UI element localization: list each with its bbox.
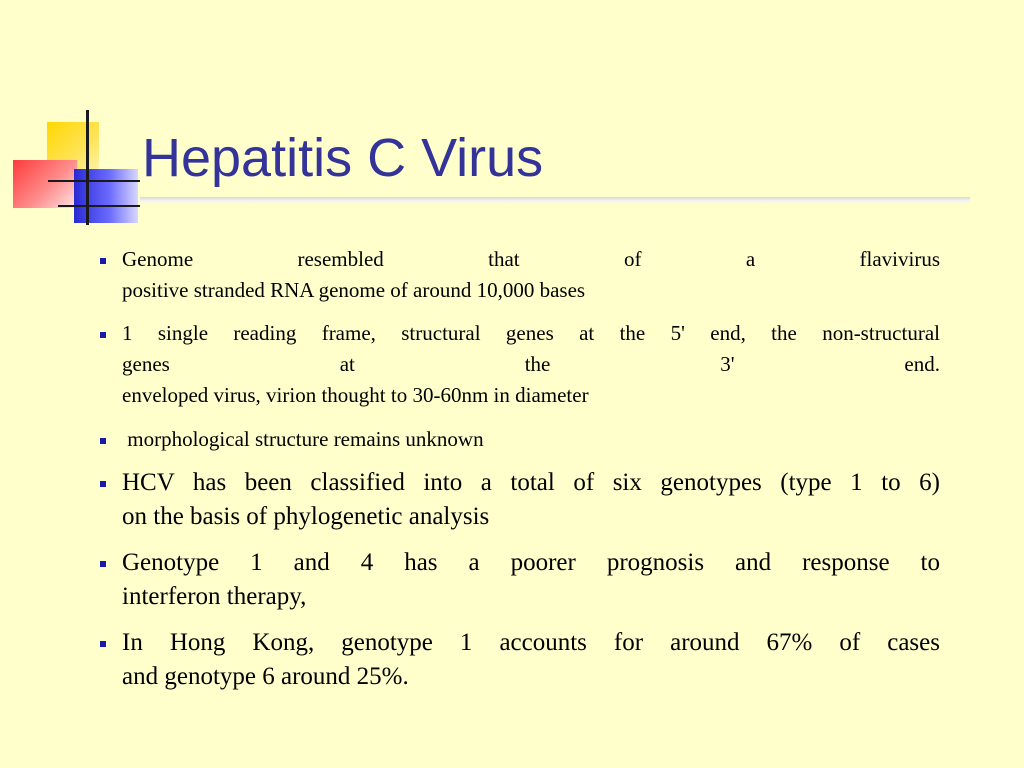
bullet-square-icon [100,258,106,264]
bullet-line: and genotype 6 around 25%. [122,663,409,690]
bullet-line: enveloped virus, virion thought to 30-60nm in diameter [122,383,589,407]
bullet-line: morphological structure remains unknown [122,427,484,451]
bullet-line: genes at the 3' end. [122,352,940,376]
bullet-square-icon [100,481,106,487]
decorative-red-square [13,160,77,208]
decorative-blue-square [74,169,138,223]
bullet-line: positive stranded RNA genome of around 10,000 bases [122,278,586,302]
slide-title: Hepatitis C Virus [142,128,544,188]
bullet-item-genotypes [100,466,940,534]
bullet-line: interferon therapy, [122,583,307,610]
decorative-horizontal-line [48,180,140,182]
bullet-square-icon [100,332,106,338]
decorative-vertical-line [86,110,89,225]
bullet-item-hong-kong [100,626,940,694]
bullet-line: Genome resembled that of a flavivirus [122,247,940,271]
bullet-square-icon [100,561,106,567]
bullet-line: HCV has been classified into a total of six genotypes (type 1 to 6) [122,469,940,496]
bullet-line: Genotype 1 and 4 has a poorer prognosis and response to [122,549,940,576]
bullet-item-reading-frame [100,318,940,411]
bullet-line: 1 single reading frame, structural genes at the 5' end, the non-structural [122,321,940,345]
bullet-line: on the basis of phylogenetic analysis [122,503,490,530]
bullet-square-icon [100,438,106,444]
decorative-horizontal-line-lower [58,205,140,207]
bullet-line: In Hong Kong, genotype 1 accounts for around 67% of cases [122,629,940,656]
title-underline-rule [140,197,970,204]
bullet-item-genome [100,244,940,306]
bullet-item-morphology [100,424,940,455]
bullet-list [100,244,940,694]
bullet-item-prognosis [100,546,940,614]
bullet-square-icon [100,641,106,647]
